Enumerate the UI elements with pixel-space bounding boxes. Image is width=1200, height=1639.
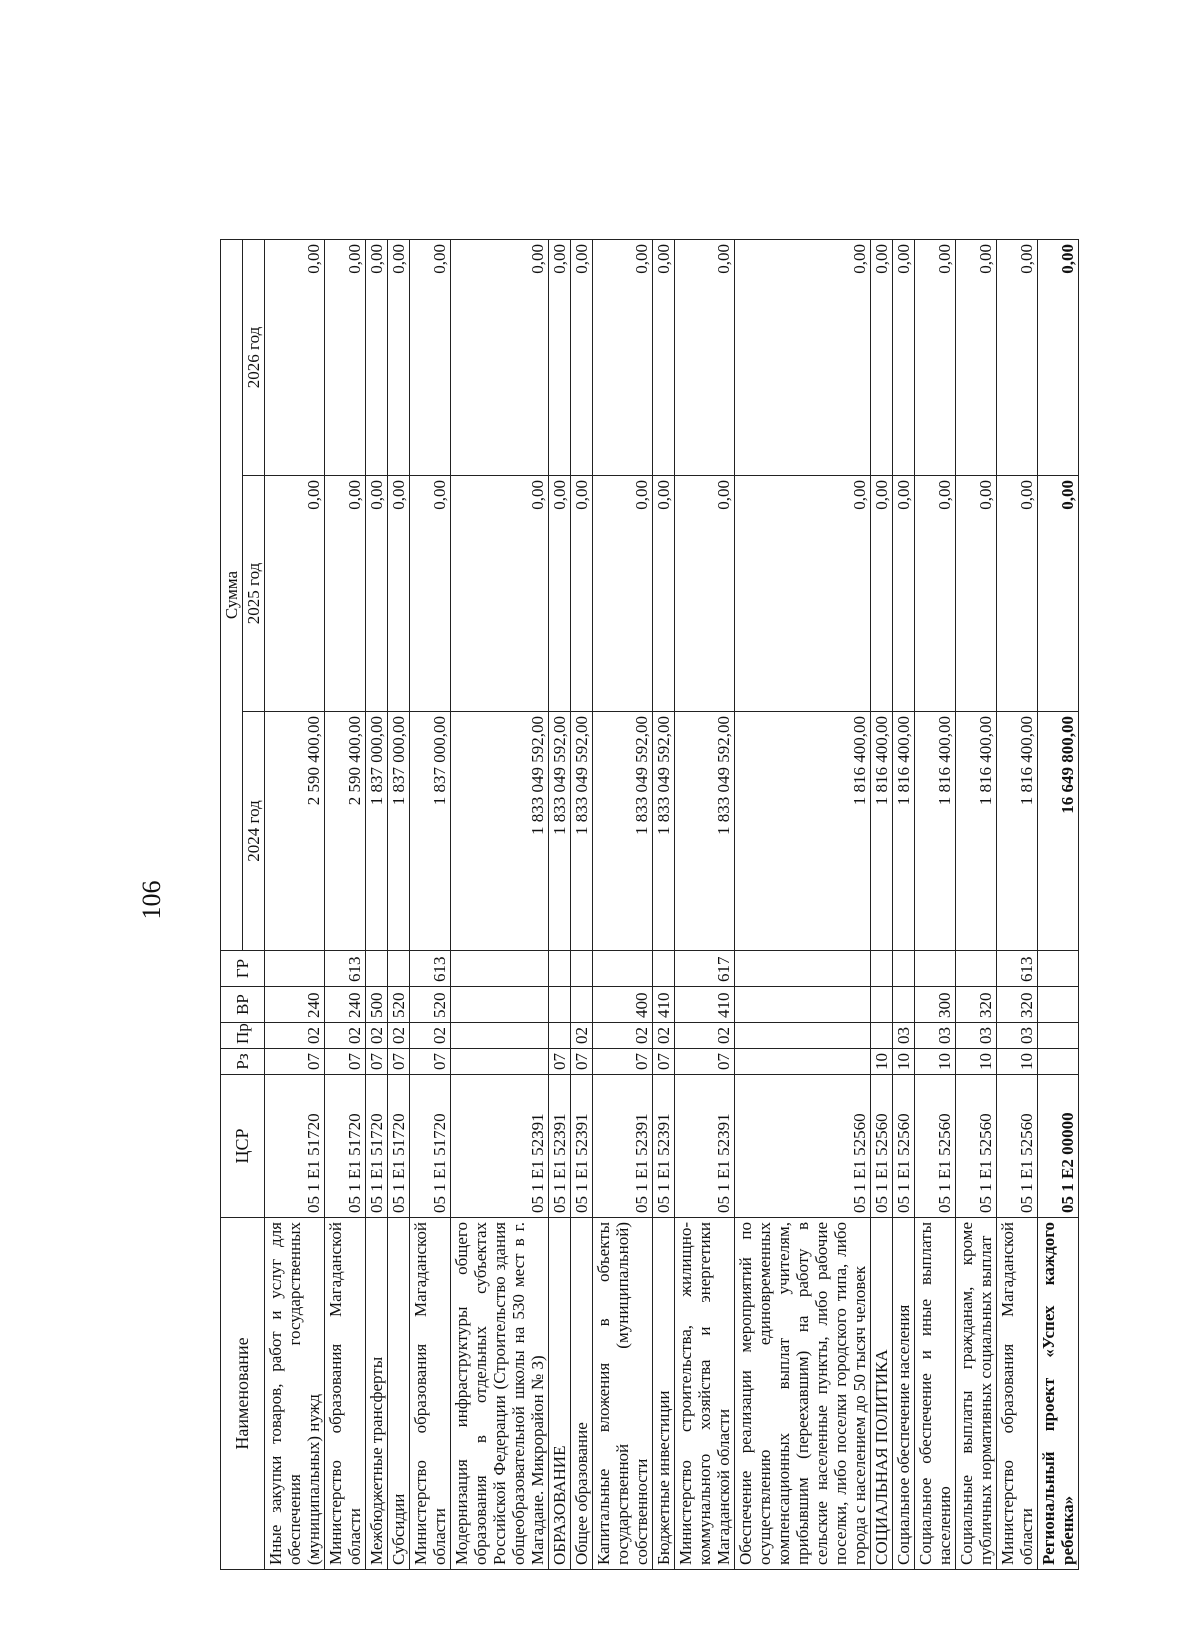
- cell-csr: 05 1 Е1 51720: [388, 1075, 410, 1218]
- cell-2025: 0,00: [871, 476, 893, 712]
- cell-2025: 0,00: [451, 476, 549, 712]
- table-row: [871, 240, 893, 1570]
- cell-vr: 410: [653, 987, 675, 1023]
- cell-2024: 1 837 000,00: [366, 712, 388, 951]
- cell-gr: 613: [410, 951, 451, 987]
- cell-2025: 0,00: [956, 476, 997, 712]
- cell-gr: [893, 951, 915, 987]
- cell-name: СОЦИАЛЬНАЯ ПОЛИТИКА: [871, 1218, 893, 1570]
- cell-vr: [451, 987, 549, 1023]
- header-name: Наименование: [221, 1218, 265, 1570]
- cell-vr: [571, 987, 593, 1023]
- cell-pr: 02: [265, 1023, 325, 1049]
- cell-pr: 02: [593, 1023, 653, 1049]
- table-row: [915, 240, 956, 1570]
- cell-gr: [735, 951, 871, 987]
- cell-gr: [549, 951, 571, 987]
- cell-name: Министерство образования Магаданской области: [997, 1218, 1038, 1570]
- cell-rz: 07: [388, 1049, 410, 1075]
- cell-rz: 10: [956, 1049, 997, 1075]
- cell-2025: 0,00: [366, 476, 388, 712]
- cell-vr: [549, 987, 571, 1023]
- cell-2025: 0,00: [675, 476, 735, 712]
- cell-2025: 0,00: [893, 476, 915, 712]
- cell-2024: 1 816 400,00: [735, 712, 871, 951]
- cell-pr: 02: [410, 1023, 451, 1049]
- table-row: [410, 240, 451, 1570]
- cell-2026: 0,00: [893, 240, 915, 476]
- table-row: [593, 240, 653, 1570]
- cell-name: Капитальные вложения в объекты государственной (муниципальной) собственности: [593, 1218, 653, 1570]
- cell-gr: 617: [675, 951, 735, 987]
- cell-pr: [451, 1023, 549, 1049]
- cell-2025: 0,00: [997, 476, 1038, 712]
- cell-2024: 1 816 400,00: [871, 712, 893, 951]
- cell-name: Обеспечение реализации мероприятий по осуществлению единовременных компенсационных выплат учителям, прибывшим (переехавшим) на работу в сельские населенные пункты, либо рабочие поселки, либо поселки городского типа, либо города с населением до 50 тысяч человек: [735, 1218, 871, 1570]
- cell-2026: 0,00: [1038, 240, 1079, 476]
- cell-csr: 05 1 Е1 52560: [915, 1075, 956, 1218]
- table-body: [265, 240, 1079, 1570]
- table-row: [956, 240, 997, 1570]
- cell-rz: [451, 1049, 549, 1075]
- cell-2026: 0,00: [366, 240, 388, 476]
- cell-pr: 03: [956, 1023, 997, 1049]
- cell-csr: 05 1 Е1 51720: [265, 1075, 325, 1218]
- cell-name: Министерство образования Магаданской области: [410, 1218, 451, 1570]
- cell-pr: [735, 1023, 871, 1049]
- cell-vr: 520: [388, 987, 410, 1023]
- cell-name: Социальное обеспечение населения: [893, 1218, 915, 1570]
- cell-pr: 02: [388, 1023, 410, 1049]
- cell-rz: 07: [571, 1049, 593, 1075]
- cell-csr: 05 1 Е1 52391: [653, 1075, 675, 1218]
- cell-2025: 0,00: [388, 476, 410, 712]
- cell-csr: 05 1 Е1 51720: [366, 1075, 388, 1218]
- cell-vr: 500: [366, 987, 388, 1023]
- table-row: [893, 240, 915, 1570]
- cell-2024: 1 816 400,00: [893, 712, 915, 951]
- cell-gr: [265, 951, 325, 987]
- cell-2026: 0,00: [325, 240, 366, 476]
- table-row: [653, 240, 675, 1570]
- table-row: [265, 240, 325, 1570]
- cell-csr: 05 1 Е1 52391: [549, 1075, 571, 1218]
- cell-vr: 240: [265, 987, 325, 1023]
- cell-pr: 02: [325, 1023, 366, 1049]
- cell-rz: 07: [549, 1049, 571, 1075]
- cell-2024: 1 816 400,00: [956, 712, 997, 951]
- cell-2025: 0,00: [265, 476, 325, 712]
- cell-name: Бюджетные инвестиции: [653, 1218, 675, 1570]
- cell-2026: 0,00: [549, 240, 571, 476]
- cell-gr: [956, 951, 997, 987]
- cell-2024: 2 590 400,00: [325, 712, 366, 951]
- cell-pr: 03: [997, 1023, 1038, 1049]
- header-rz: Рз: [221, 1049, 265, 1075]
- rotated-table-container: [220, 240, 1077, 1570]
- cell-vr: [871, 987, 893, 1023]
- cell-name: Региональный проект «Успех каждого ребенка»: [1038, 1218, 1079, 1570]
- cell-rz: 10: [997, 1049, 1038, 1075]
- cell-rz: [1038, 1049, 1079, 1075]
- cell-csr: 05 1 Е1 52391: [571, 1075, 593, 1218]
- cell-2024: 1 816 400,00: [997, 712, 1038, 951]
- cell-2025: 0,00: [915, 476, 956, 712]
- cell-2025: 0,00: [549, 476, 571, 712]
- cell-csr: 05 1 Е1 52391: [451, 1075, 549, 1218]
- header-2026: 2026 год: [243, 240, 265, 476]
- cell-gr: [1038, 951, 1079, 987]
- table-row: [388, 240, 410, 1570]
- header-sum: Сумма: [221, 240, 243, 951]
- cell-gr: [593, 951, 653, 987]
- table-row: [735, 240, 871, 1570]
- header-vr: ВР: [221, 987, 265, 1023]
- cell-2026: 0,00: [593, 240, 653, 476]
- cell-pr: 02: [366, 1023, 388, 1049]
- cell-csr: 05 1 Е1 51720: [410, 1075, 451, 1218]
- cell-gr: 613: [997, 951, 1038, 987]
- table-row: [549, 240, 571, 1570]
- cell-2026: 0,00: [956, 240, 997, 476]
- cell-vr: 520: [410, 987, 451, 1023]
- cell-2025: 0,00: [1038, 476, 1079, 712]
- cell-rz: 07: [653, 1049, 675, 1075]
- cell-gr: [653, 951, 675, 987]
- cell-pr: 02: [571, 1023, 593, 1049]
- cell-pr: [549, 1023, 571, 1049]
- cell-rz: 07: [410, 1049, 451, 1075]
- cell-pr: 02: [675, 1023, 735, 1049]
- cell-gr: [915, 951, 956, 987]
- cell-csr: 05 1 Е2 00000: [1038, 1075, 1079, 1218]
- cell-2024: 1 833 049 592,00: [593, 712, 653, 951]
- cell-rz: 10: [871, 1049, 893, 1075]
- cell-2024: 1 833 049 592,00: [571, 712, 593, 951]
- cell-csr: 05 1 Е1 52391: [675, 1075, 735, 1218]
- table-row: [997, 240, 1038, 1570]
- cell-2024: 2 590 400,00: [265, 712, 325, 951]
- cell-2024: 1 837 000,00: [410, 712, 451, 951]
- cell-gr: [451, 951, 549, 987]
- cell-2026: 0,00: [871, 240, 893, 476]
- cell-2026: 0,00: [997, 240, 1038, 476]
- cell-csr: 05 1 Е1 52560: [893, 1075, 915, 1218]
- cell-gr: [871, 951, 893, 987]
- cell-vr: [1038, 987, 1079, 1023]
- cell-name: Министерство образования Магаданской области: [325, 1218, 366, 1570]
- cell-rz: 10: [915, 1049, 956, 1075]
- cell-csr: 05 1 Е1 52560: [956, 1075, 997, 1218]
- cell-rz: 07: [675, 1049, 735, 1075]
- cell-pr: 02: [653, 1023, 675, 1049]
- cell-2024: 1 833 049 592,00: [451, 712, 549, 951]
- header-csr: ЦСР: [221, 1075, 265, 1218]
- table-row: [451, 240, 549, 1570]
- cell-csr: 05 1 Е1 51720: [325, 1075, 366, 1218]
- cell-2026: 0,00: [410, 240, 451, 476]
- cell-vr: [735, 987, 871, 1023]
- cell-2026: 0,00: [675, 240, 735, 476]
- cell-2025: 0,00: [653, 476, 675, 712]
- cell-pr: [871, 1023, 893, 1049]
- cell-vr: [893, 987, 915, 1023]
- cell-csr: 05 1 Е1 52560: [997, 1075, 1038, 1218]
- cell-vr: 240: [325, 987, 366, 1023]
- cell-pr: 03: [915, 1023, 956, 1049]
- header-gr: ГР: [221, 951, 265, 987]
- cell-2025: 0,00: [593, 476, 653, 712]
- cell-2024: 1 816 400,00: [915, 712, 956, 951]
- cell-name: Модернизация инфраструктуры общего образования в отдельных субъектах Российской Федерации (Строительство здания общеобразовательной школы на 530 мест в г. Магадане. Микрорайон № 3): [451, 1218, 549, 1570]
- cell-name: Министерство строительства, жилищно-коммунального хозяйства и энергетики Магаданской области: [675, 1218, 735, 1570]
- cell-2026: 0,00: [915, 240, 956, 476]
- cell-name: Социальные выплаты гражданам, кроме публичных нормативных социальных выплат: [956, 1218, 997, 1570]
- cell-2025: 0,00: [410, 476, 451, 712]
- cell-name: Субсидии: [388, 1218, 410, 1570]
- cell-gr: [571, 951, 593, 987]
- cell-2026: 0,00: [653, 240, 675, 476]
- cell-rz: 07: [593, 1049, 653, 1075]
- cell-csr: 05 1 Е1 52560: [871, 1075, 893, 1218]
- budget-table: [220, 239, 1079, 1570]
- cell-2024: 1 833 049 592,00: [653, 712, 675, 951]
- cell-2026: 0,00: [571, 240, 593, 476]
- cell-rz: 07: [366, 1049, 388, 1075]
- cell-2024: 1 833 049 592,00: [549, 712, 571, 951]
- cell-2026: 0,00: [451, 240, 549, 476]
- cell-2024: 16 649 800,00: [1038, 712, 1079, 951]
- cell-2025: 0,00: [571, 476, 593, 712]
- page-number: 106: [137, 880, 166, 920]
- table-row: [325, 240, 366, 1570]
- cell-csr: 05 1 Е1 52391: [593, 1075, 653, 1218]
- cell-2026: 0,00: [388, 240, 410, 476]
- cell-gr: 613: [325, 951, 366, 987]
- cell-rz: 10: [893, 1049, 915, 1075]
- cell-gr: [366, 951, 388, 987]
- cell-2025: 0,00: [325, 476, 366, 712]
- cell-vr: 400: [593, 987, 653, 1023]
- cell-csr: 05 1 Е1 52560: [735, 1075, 871, 1218]
- table-row: [366, 240, 388, 1570]
- header-2025: 2025 год: [243, 476, 265, 712]
- cell-name: ОБРАЗОВАНИЕ: [549, 1218, 571, 1570]
- cell-2026: 0,00: [735, 240, 871, 476]
- cell-pr: 03: [893, 1023, 915, 1049]
- cell-name: Иные закупки товаров, работ и услуг для обеспечения государственных (муниципальных) нужд: [265, 1218, 325, 1570]
- cell-2024: 1 833 049 592,00: [675, 712, 735, 951]
- table-row: [571, 240, 593, 1570]
- cell-vr: 300: [915, 987, 956, 1023]
- cell-vr: 320: [997, 987, 1038, 1023]
- header-row-1: [221, 240, 243, 1570]
- cell-vr: 410: [675, 987, 735, 1023]
- header-2024: 2024 год: [243, 712, 265, 951]
- cell-rz: [735, 1049, 871, 1075]
- cell-rz: 07: [265, 1049, 325, 1075]
- cell-2026: 0,00: [265, 240, 325, 476]
- table-row: [1038, 240, 1079, 1570]
- table-row: [675, 240, 735, 1570]
- cell-2025: 0,00: [735, 476, 871, 712]
- cell-2024: 1 837 000,00: [388, 712, 410, 951]
- cell-pr: [1038, 1023, 1079, 1049]
- header-pr: Пр: [221, 1023, 265, 1049]
- cell-name: Общее образование: [571, 1218, 593, 1570]
- cell-vr: 320: [956, 987, 997, 1023]
- cell-name: Социальное обеспечение и иные выплаты населению: [915, 1218, 956, 1570]
- cell-rz: 07: [325, 1049, 366, 1075]
- cell-name: Межбюджетные трансферты: [366, 1218, 388, 1570]
- cell-gr: [388, 951, 410, 987]
